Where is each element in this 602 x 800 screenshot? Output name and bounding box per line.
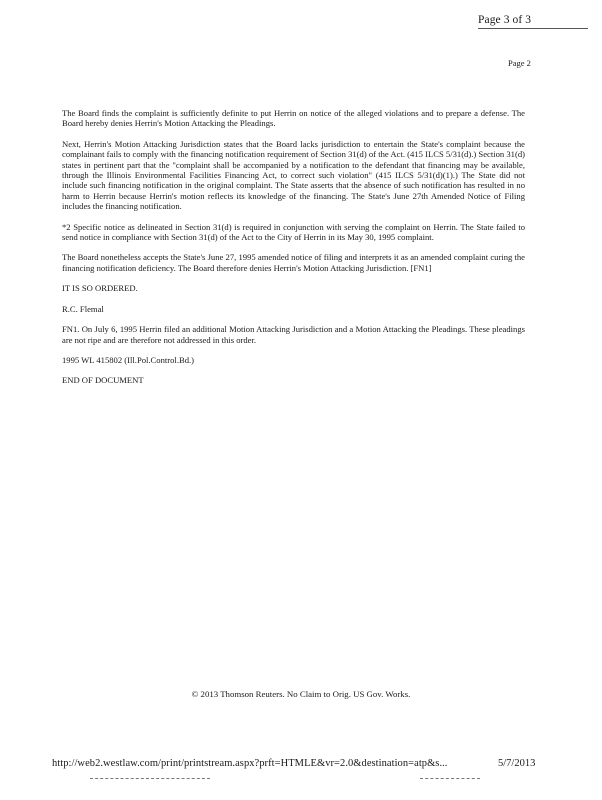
paragraph-pleadings-ruling: The Board finds the complaint is sufficiently definite to put Herrin on notice of the alleged violations and to prepare a defense. The Board hereby denies Herrin's Motion Attacking the Pleadings.: [62, 108, 525, 129]
header-divider: [478, 28, 588, 29]
footnote-1: FN1. On July 6, 1995 Herrin filed an additional Motion Attacking Jurisdiction and a Motion Attacking the Pleadings. These pleadings are not ripe and are therefore not addressed in this order.: [62, 324, 525, 345]
paragraph-specific-notice: *2 Specific notice as delineated in Section 31(d) is required in conjunction with serving the complaint on Herrin. The State failed to send notice in compliance with Section 31(d) of the Act to the City of Herrin in its May 30, 1995 complaint.: [62, 221, 525, 243]
signatory: R.C. Flemal: [62, 303, 104, 314]
paragraph-board-decision: The Board nonetheless accepts the State's June 27, 1995 amended notice of filing and interprets it as an amended complaint curing the financing notification deficiency. The Board therefore denies Herrin's Motion Attacking Jurisdiction. [FN1]: [62, 252, 525, 273]
page-counter: Page 3 of 3: [478, 14, 532, 26]
print-date: 5/7/2013: [498, 758, 536, 769]
bottom-divider-right: [420, 778, 480, 779]
citation: 1995 WL 415802 (Ill.Pol.Control.Bd.): [62, 354, 195, 365]
document-body: [62, 108, 525, 396]
order-statement: IT IS SO ORDERED.: [62, 283, 138, 294]
paragraph-jurisdiction-motion: Next, Herrin's Motion Attacking Jurisdiction states that the Board lacks jurisdiction to entertain the State's complaint because the complainant fails to comply with the financing notification requirement of Section 31(d) of the Act. (415 ILCS 5/31(d).) Section 31(d) states in pertinent part that the "complaint shall be accompanied by a notification to the defendant that financing may be available, through the Illinois Environmental Facilities Financing Act, to correct such violation" (415 ILCS 5/31(d)(1).) The State did not include such financing notification in the original complaint. The State asserts that the absence of such notification has resulted in no harm to Herrin because Herrin's motion reflects its knowledge of the financing. The State's June 27th Amended Notice of Filing includes the financing notification.: [62, 138, 525, 212]
sub-page-number: Page 2: [508, 58, 531, 68]
bottom-divider-left: [90, 778, 210, 779]
end-of-document: END OF DOCUMENT: [62, 375, 144, 386]
copyright-notice: © 2013 Thomson Reuters. No Claim to Orig. US Gov. Works.: [191, 689, 411, 699]
source-url: http://web2.westlaw.com/print/printstream.aspx?prft=HTMLE&vr=2.0&destination=atp&s...: [52, 758, 448, 769]
